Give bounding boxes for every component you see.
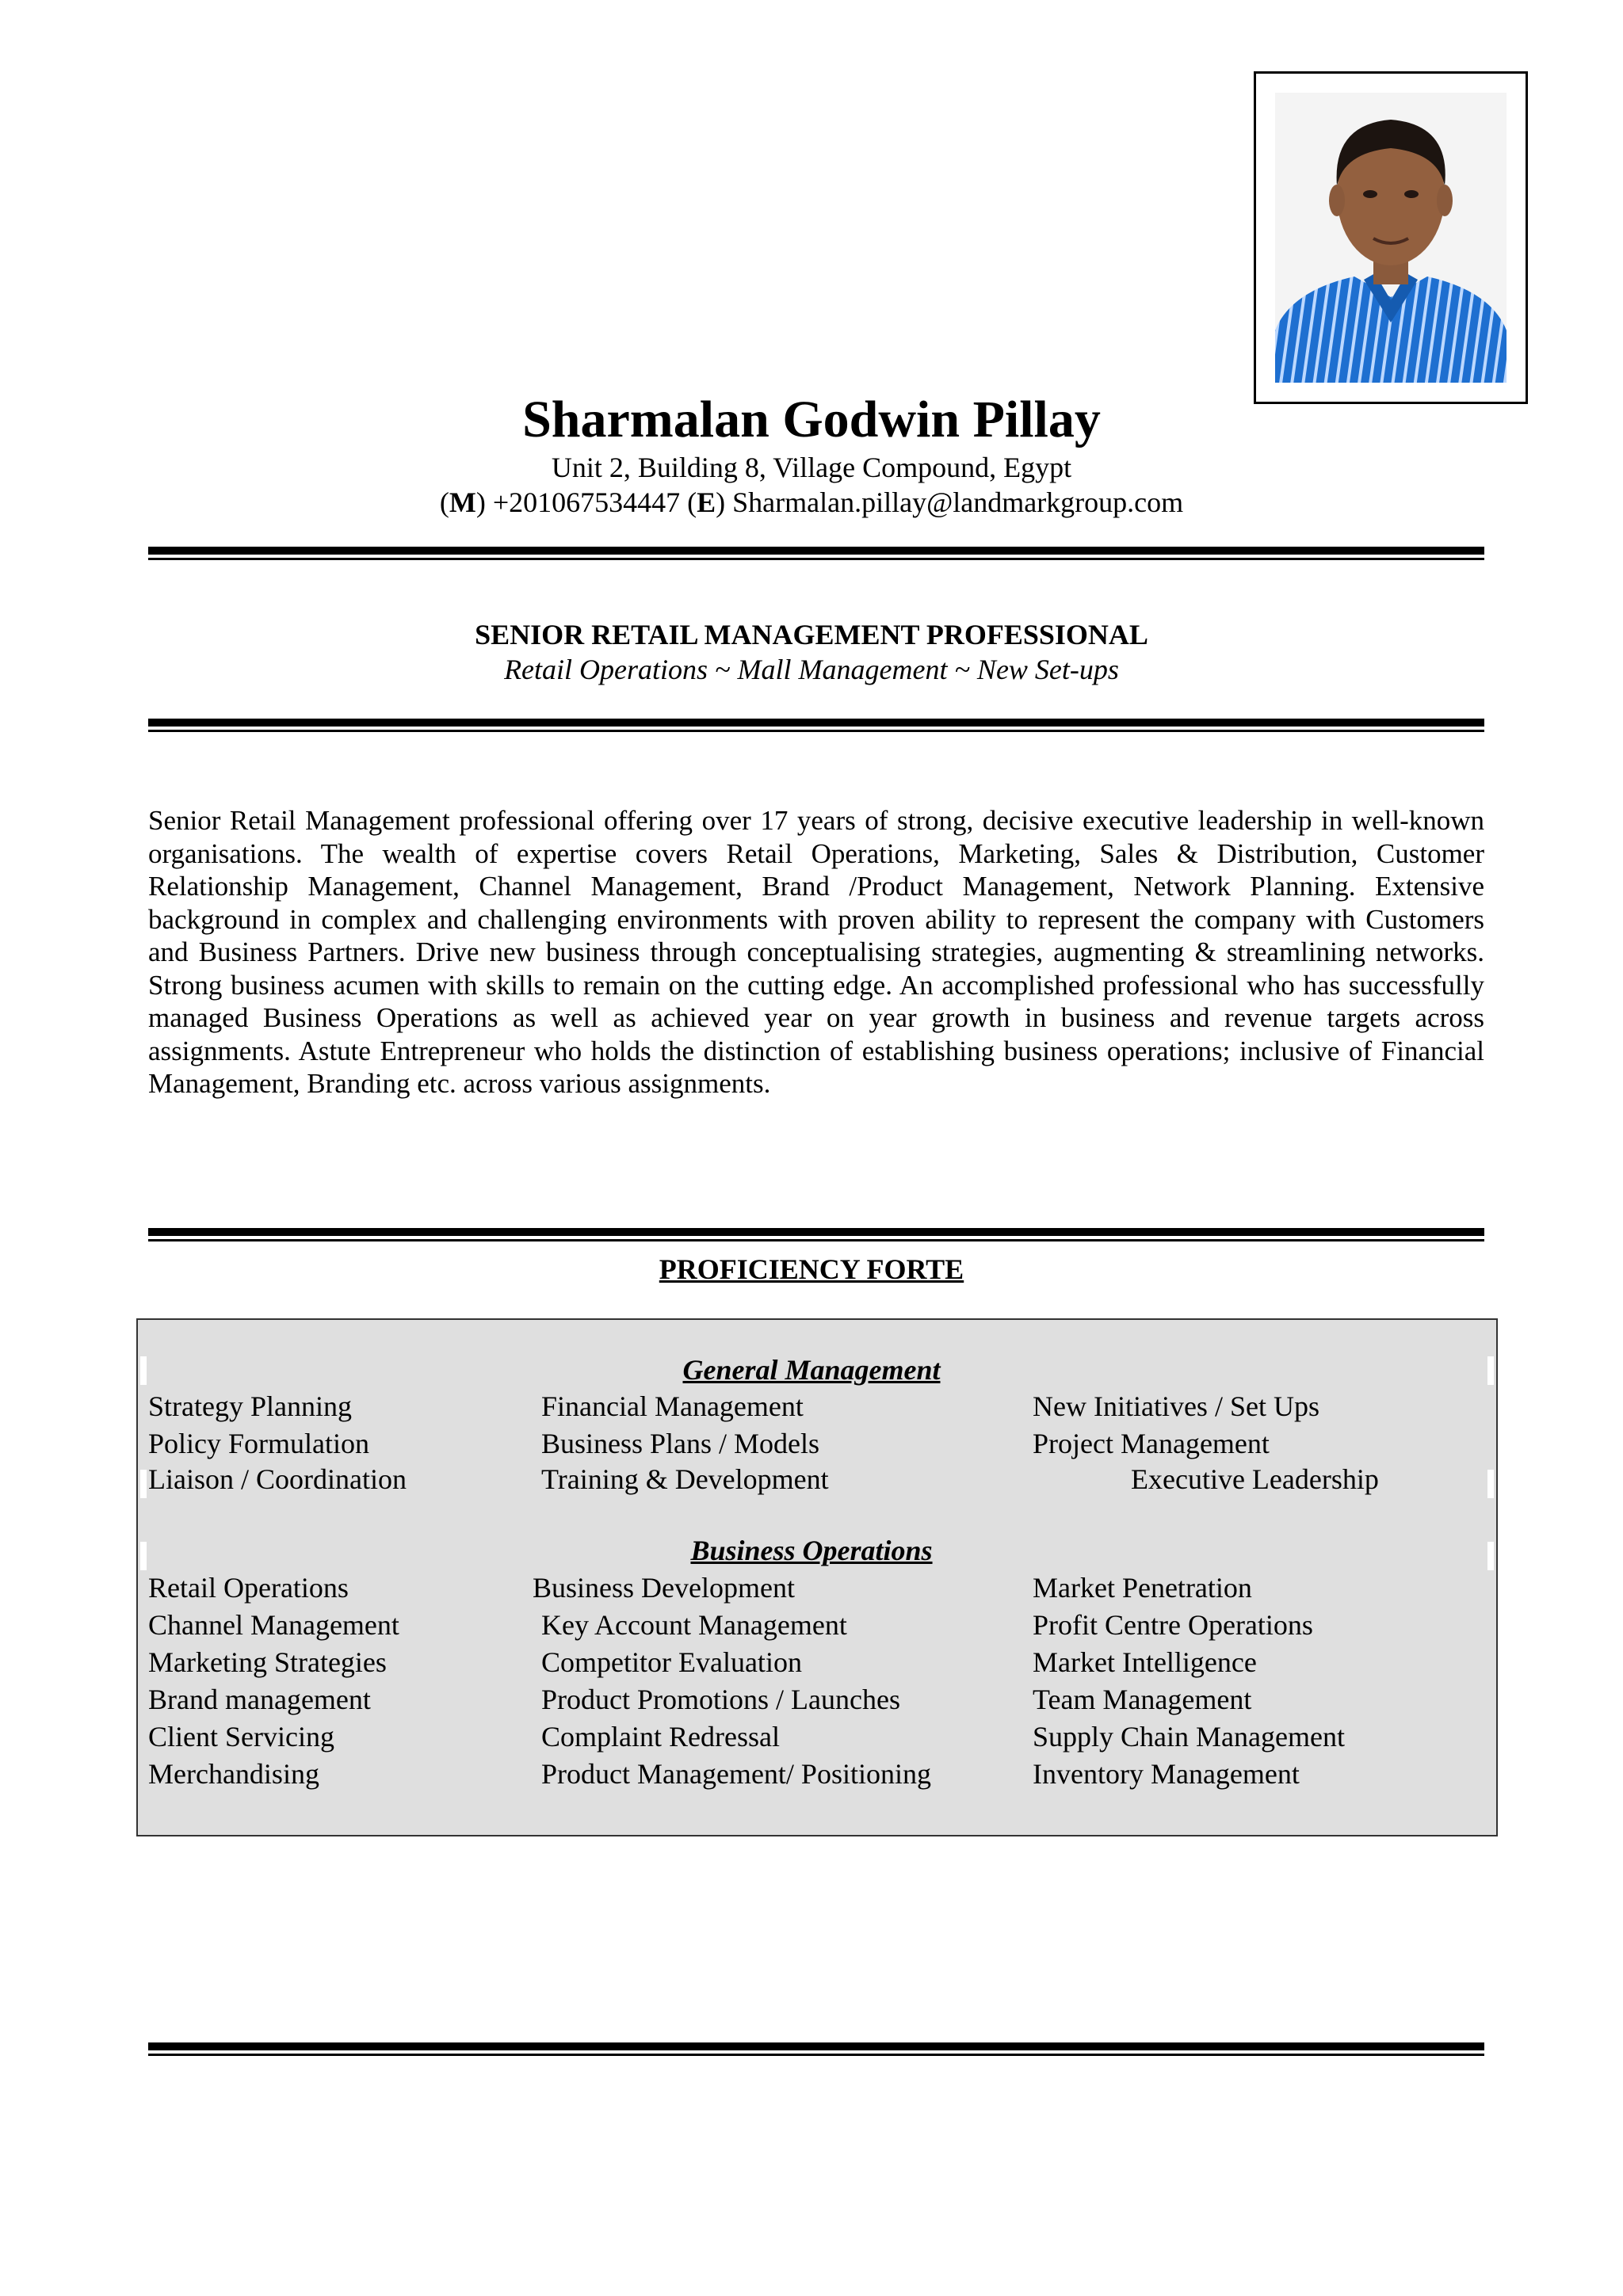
headline-title: SENIOR RETAIL MANAGEMENT PROFESSIONAL (475, 619, 1148, 650)
skill-item: Key Account Management (541, 1609, 847, 1641)
person-photo-icon (1275, 93, 1507, 383)
skill-item: Training & Development (541, 1463, 829, 1495)
skill-item: Marketing Strategies (148, 1646, 387, 1678)
profile-summary: Senior Retail Management professional offering over 17 years of strong, decisive executive leadership in well-known organisations. The wealth of expertise covers Retail Operations, Marketing, Sales & Distribution, Customer Relationship Management, Channel Management, Brand /Product Management, Network Planning. Extensive background in complex and challenging environments with proven ability to represent the company with Customers and Business Partners. Drive new business through conceptualising strategies, augmenting & streamlining networks. Strong business acumen with skills to remain on the cutting edge. An accomplished professional who has successfully managed Business Operations as well as achieved year on year growth in business and revenue targets across assignments. Astute Entrepreneur who holds the distinction of establishing business operations; inclusive of Financial Management, Branding etc. across various assignments. (148, 805, 1484, 1099)
business-operations-title: Business Operations (690, 1535, 933, 1566)
skill-item: New Initiatives / Set Ups (1033, 1390, 1319, 1422)
skill-item: Market Intelligence (1033, 1646, 1257, 1678)
skill-item: Business Plans / Models (541, 1428, 820, 1459)
divider-rule (148, 1228, 1484, 1242)
skill-item: Team Management (1033, 1684, 1252, 1715)
general-management-title: General Management (682, 1354, 941, 1386)
skill-item: Liaison / Coordination (148, 1463, 407, 1495)
skill-item: Market Penetration (1033, 1572, 1252, 1604)
box-edge-mark (140, 1470, 147, 1498)
skill-item: Inventory Management (1033, 1758, 1300, 1790)
skill-item: Complaint Redressal (541, 1721, 780, 1753)
contact-line: (M) +201067534447 (E) Sharmalan.pillay@landmarkgroup.com (439, 486, 1184, 518)
skill-item: Client Servicing (148, 1721, 334, 1753)
candidate-name: Sharmalan Godwin Pillay (522, 391, 1101, 448)
profile-photo (1275, 93, 1507, 383)
skill-item: Executive Leadership (1131, 1463, 1379, 1495)
skill-item: Retail Operations (148, 1572, 349, 1604)
skill-item: Channel Management (148, 1609, 399, 1641)
email-address: Sharmalan.pillay@landmarkgroup.com (732, 486, 1184, 518)
skill-item: Merchandising (148, 1758, 319, 1790)
divider-rule (148, 2042, 1484, 2057)
skill-item: Product Promotions / Launches (541, 1684, 900, 1715)
divider-rule (148, 719, 1484, 733)
skill-item: Brand management (148, 1684, 371, 1715)
skill-item: Supply Chain Management (1033, 1721, 1345, 1753)
skill-item: Project Management (1033, 1428, 1270, 1459)
proficiency-title: PROFICIENCY FORTE (659, 1253, 964, 1285)
divider-rule (148, 547, 1484, 561)
skill-item: Product Management/ Positioning (541, 1758, 931, 1790)
skill-item: Strategy Planning (148, 1390, 352, 1422)
skill-item: Financial Management (541, 1390, 804, 1422)
mobile-number: +201067534447 (492, 486, 681, 518)
profile-photo-frame (1254, 71, 1528, 404)
skill-item: Business Development (533, 1572, 795, 1604)
skill-item: Policy Formulation (148, 1428, 369, 1459)
address-line: Unit 2, Building 8, Village Compound, Egypt (551, 452, 1072, 483)
skill-item: Competitor Evaluation (541, 1646, 802, 1678)
mobile-label: M (449, 486, 476, 518)
box-edge-mark (1487, 1470, 1494, 1498)
skill-item: Profit Centre Operations (1033, 1609, 1313, 1641)
headline-tagline: Retail Operations ~ Mall Management ~ New Set-ups (504, 654, 1119, 685)
email-label: E (697, 486, 716, 518)
